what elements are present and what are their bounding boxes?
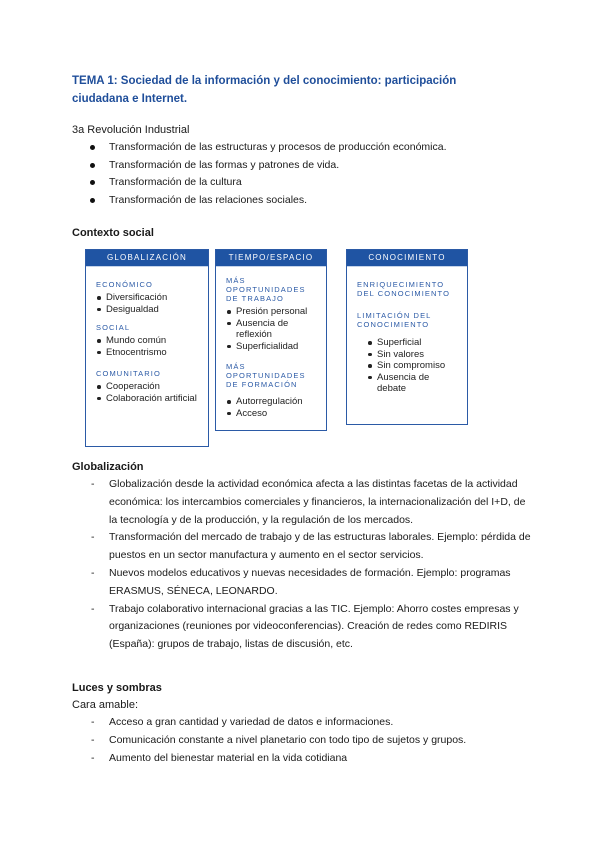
list-item: Transformación de las relaciones sociales. (72, 192, 532, 210)
globalizacion-card (85, 249, 209, 447)
revolucion-list (72, 139, 532, 209)
list-item: Autorregulación (226, 396, 316, 408)
list-item: Ausencia de reflexión (226, 318, 316, 341)
section-label: SOCIAL (96, 323, 131, 332)
list-item: - Acceso a gran cantidad y variedad de datos e informaciones. (72, 714, 532, 732)
list-item: Transformación de la cultura (72, 174, 532, 192)
list-item: - Aumento del bienestar material en la vida cotidiana (72, 750, 532, 768)
contexto-heading: Contexto social (72, 227, 154, 239)
section-label: MÁS OPORTUNIDADES DE TRABAJO (226, 276, 306, 303)
list-item: Transformación de las estructuras y procesos de producción económica. (72, 139, 532, 157)
section-label: MÁS OPORTUNIDADES DE FORMACIÓN (226, 362, 306, 389)
list-item: Colaboración artificial (96, 393, 198, 405)
globalizacion-list (72, 476, 532, 654)
list-item: - Transformación del mercado de trabajo y de las estructuras laborales. Ejemplo: pérdida de puestos en un sector manufactura y aumento en el sector servicios. (72, 529, 532, 565)
conocimiento-card (346, 249, 468, 425)
list-item: - Trabajo colaborativo internacional gracias a las TIC. Ejemplo: Ahorro costes empresas y organizaciones (reuniones por videoconferencias). Creación de redes como REDIRIS (España): grupos de trabajo, listas de discusión, etc. (72, 601, 532, 654)
list-item: Cooperación (96, 381, 198, 393)
document-title: TEMA 1: Sociedad de la información y del conocimiento: participación ciudadana e Internet. (72, 75, 457, 105)
list-item: Ausencia de debate (367, 372, 457, 395)
section-label: COMUNITARIO (96, 369, 161, 378)
section-label: ENRIQUECIMIENTO DEL CONOCIMIENTO (357, 280, 451, 298)
list-item: Diversificación (96, 292, 198, 304)
section-label: ECONÓMICO (96, 280, 153, 289)
list-item: Superficial (367, 337, 457, 349)
globalizacion-heading: Globalización (72, 461, 144, 473)
list-item: - Nuevos modelos educativos y nuevas necesidades de formación. Ejemplo: programas ERASMUS, SÉNECA, LEONARDO. (72, 565, 532, 601)
luces-heading: Luces y sombras (72, 682, 162, 694)
list-item: Superficialidad (226, 341, 316, 353)
card-header: CONOCIMIENTO (347, 250, 467, 267)
tiempo-espacio-card (215, 249, 327, 431)
list-item: Etnocentrismo (96, 347, 198, 359)
list-item: Desigualdad (96, 304, 198, 316)
card-header: TIEMPO/ESPACIO (216, 250, 326, 267)
list-item: Presión personal (226, 306, 316, 318)
list-item: Sin valores (367, 349, 457, 361)
list-item: Mundo común (96, 335, 198, 347)
list-item: Transformación de las formas y patrones de vida. (72, 157, 532, 175)
list-item: - Globalización desde la actividad económica afecta a las distintas facetas de la actividad económica: los intercambios comerciales y financieros, la internacionalización del I+D, de la tecnología y de la producción, y la regulación de los mercados. (72, 476, 532, 529)
section-label: LIMITACIÓN DEL CONOCIMIENTO (357, 311, 432, 329)
list-item: - Comunicación constante a nivel planetario con todo tipo de sujetos y grupos. (72, 732, 532, 750)
card-header: GLOBALIZACIÓN (86, 250, 208, 267)
luces-list (72, 714, 532, 767)
revolucion-heading: 3a Revolución Industrial (72, 124, 190, 136)
list-item: Acceso (226, 408, 316, 420)
luces-subheading: Cara amable: (72, 699, 139, 711)
list-item: Sin compromiso (367, 360, 457, 372)
